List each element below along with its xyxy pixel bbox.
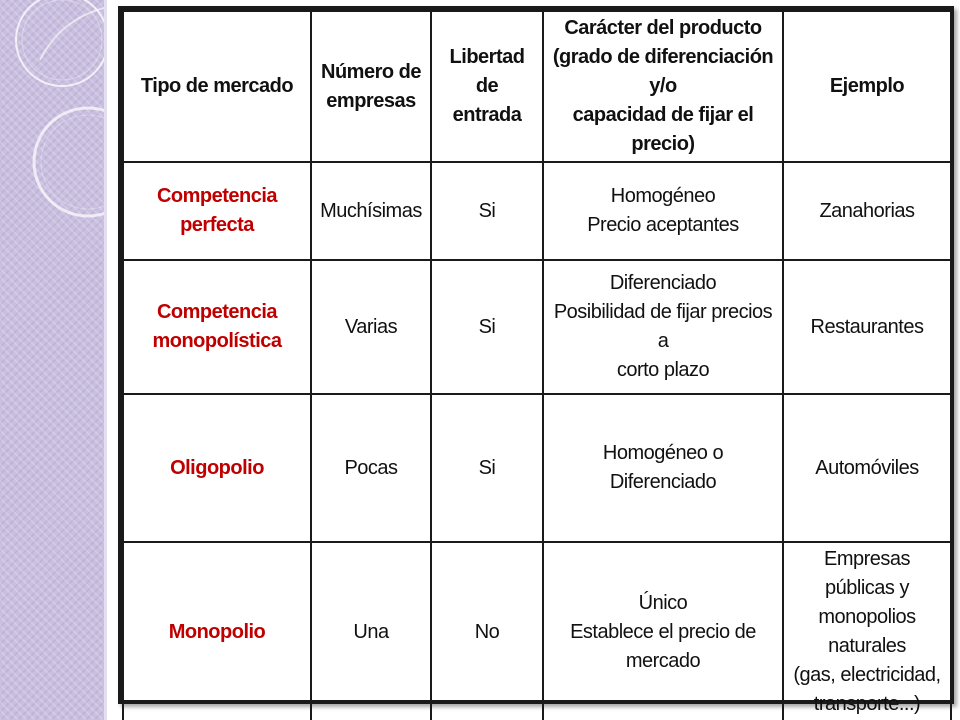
header-product: Carácter del producto (grado de diferenciación y/o capacidad de fijar el precio) [543,11,783,162]
example-cell: Zanahorias [783,162,951,260]
market-type-cell: Oligopolio [123,394,311,542]
entry-cell: No [431,542,543,720]
firms-cell: Muchísimas [311,162,431,260]
header-entry: Libertad de entrada [431,11,543,162]
decorative-sidebar [0,0,107,720]
firms-cell: Pocas [311,394,431,542]
example-cell: Restaurantes [783,260,951,394]
example-cell: Empresas públicas y monopolios naturales (gas, electricidad, transporte...) [783,542,951,720]
example-cell: Automóviles [783,394,951,542]
table-row [123,162,951,260]
table-row [123,542,951,720]
header-row [123,11,951,162]
entry-cell: Si [431,394,543,542]
decorative-rings-icon [0,0,104,720]
firms-cell: Una [311,542,431,720]
header-example: Ejemplo [783,11,951,162]
table-row [123,260,951,394]
market-type-cell: Monopolio [123,542,311,720]
product-cell: Homogéneo Precio aceptantes [543,162,783,260]
product-cell: Homogéneo o Diferenciado [543,394,783,542]
table-row [123,394,951,542]
product-cell: Diferenciado Posibilidad de fijar precios a corto plazo [543,260,783,394]
market-type-cell: Competencia monopolística [123,260,311,394]
entry-cell: Si [431,260,543,394]
entry-cell: Si [431,162,543,260]
market-type-cell: Competencia perfecta [123,162,311,260]
market-types-table [118,6,954,715]
firms-cell: Varias [311,260,431,394]
product-cell: Único Establece el precio de mercado [543,542,783,720]
header-type: Tipo de mercado [123,11,311,162]
header-firms: Número de empresas [311,11,431,162]
